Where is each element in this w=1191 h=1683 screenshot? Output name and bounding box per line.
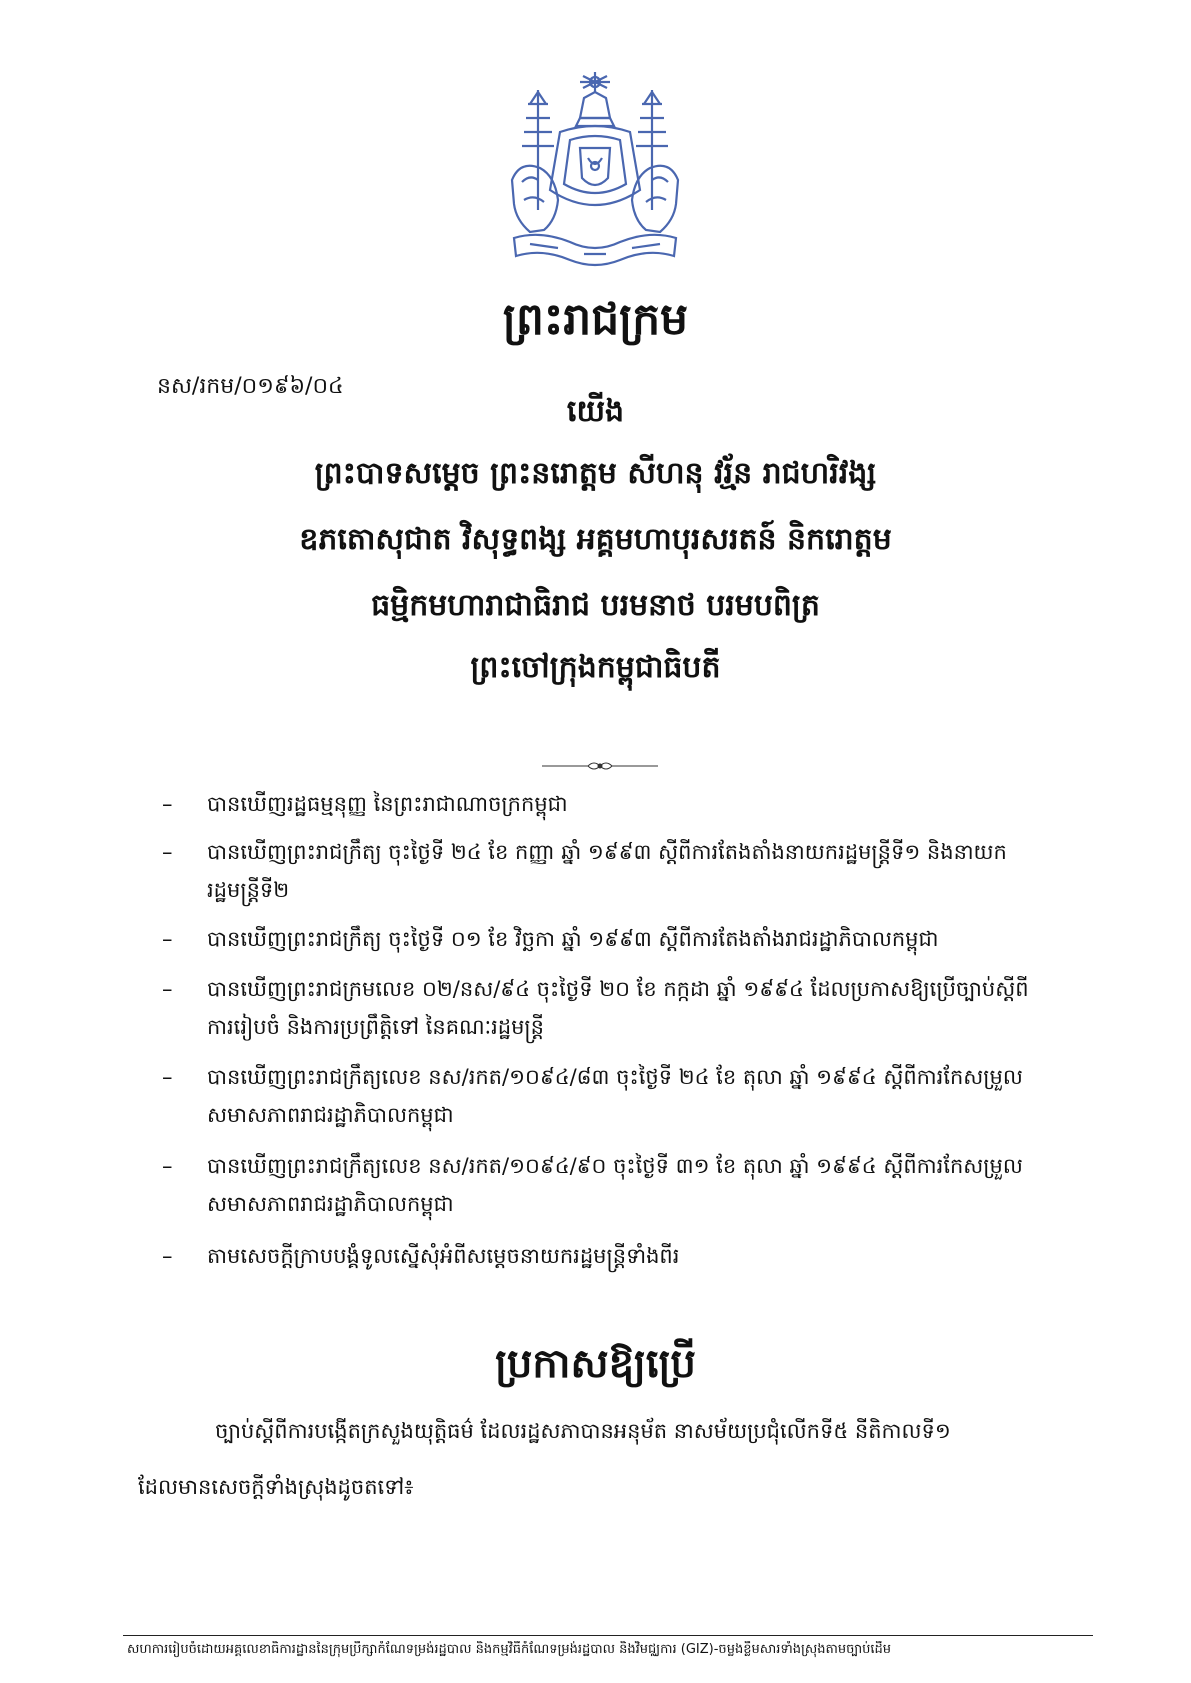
clause-text: បានឃើញព្រះរាជក្រឹត្យលេខ នស/រកត/១០៩៤/៨៣ ចុះថ្ងៃទី ២៤ ខែ តុលា ឆ្នាំ ១៩៩៤ ស្តីពីការកែសម្រួល — [207, 1065, 1023, 1089]
clause-dash: – — [162, 977, 173, 1001]
clause-text-continued: សមាសភាពរាជរដ្ឋាភិបាលកម្ពុជា — [207, 1192, 454, 1216]
clause-text-continued: សមាសភាពរាជរដ្ឋាភិបាលកម្ពុជា — [207, 1103, 454, 1127]
clause-dash: – — [162, 1244, 173, 1268]
clause-text-continued: រដ្ឋមន្រ្តីទី២ — [207, 878, 290, 902]
promulgation-text: ច្បាប់ស្តីពីការបង្កើតក្រសួងយុត្តិធម៌ ដែលរដ្ឋសភាបានអនុម័ត នាសម័យប្រជុំលើកទី៥ នីតិកាលទី១ — [215, 1419, 951, 1443]
reference-number: នស/រកម/០១៩៦/០៤ — [157, 374, 344, 399]
clause-item — [162, 1058, 1062, 1134]
footer-divider — [123, 1635, 1093, 1636]
clause-item — [162, 970, 1062, 1046]
clause-item — [162, 785, 1062, 823]
clause-text: បានឃើញព្រះរាជក្រឹត្យ ចុះថ្ងៃទី ០១ ខែ វិច្ឆកា ឆ្នាំ ១៩៩៣ ស្តីពីការតែងតាំងរាជរដ្ឋាភិបាលកម្ពុជា — [207, 927, 939, 951]
clause-text: បានឃើញព្រះរាជក្រឹត្យលេខ នស/រកត/១០៩៤/៩០ ចុះថ្ងៃទី ៣១ ខែ តុលា ឆ្នាំ ១៩៩៤ ស្តីពីការកែសម្រួល — [207, 1154, 1023, 1178]
clause-text: បានឃើញព្រះរាជក្រឹត្យ ចុះថ្ងៃទី ២៤ ខែ កញ្ញា ឆ្នាំ ១៩៩៣ ស្តីពីការតែងតាំងនាយករដ្ឋមន្រ្តីទី១ និងនាយក — [207, 840, 1007, 864]
clause-item — [162, 920, 1062, 958]
clause-text: បានឃើញរដ្ឋធម្មនុញ្ញ នៃព្រះរាជាណាចក្រកម្ពុជា — [207, 792, 568, 816]
clause-text: តាមសេចក្តីក្រាបបង្គំទូលស្នើសុំអំពីសម្តេចនាយករដ្ឋមន្រ្តីទាំងពីរ — [207, 1244, 680, 1268]
clause-item — [162, 833, 1062, 909]
royal-heading-king-name: ព្រះបាទសម្តេច ព្រះនរោត្តម សីហនុ វរ្ម័ន រាជហរិវង្ស — [314, 456, 877, 491]
clause-dash: – — [162, 927, 173, 951]
clause-dash: – — [162, 840, 173, 864]
footer-note: សហការរៀបចំដោយអគ្គលេខាធិការដ្ឋាននៃក្រុមប្រឹក្សាកំណែទម្រង់រដ្ឋបាល និងកម្មវិធីកំណែទម្រង់រដ្ឋបាល និងវិមជ្ឈការ (GIZ)-ចម្លងខ្លឹមសារទាំងស្រុងតាមច្បាប់ដើម — [127, 1642, 892, 1657]
document-title: ព្រះរាជក្រម — [502, 294, 689, 345]
clause-dash: – — [162, 792, 173, 816]
promulgation-text-continued: ដែលមានសេចក្តីទាំងស្រុងដូចតទៅ៖ — [138, 1475, 414, 1499]
royal-heading-lineage: ឧភតោសុជាត វិសុទ្ធពង្ស អគ្គមហាបុរសរតន៍ និករោត្តម — [299, 522, 892, 557]
promulgation-title: ប្រកាសឱ្យប្រើ — [495, 1341, 696, 1387]
clause-text-continued: ការរៀបចំ និងការប្រព្រឹត្តិទៅ នៃគណៈរដ្ឋមន្រ្តី — [207, 1015, 545, 1039]
ornament-divider-icon — [540, 759, 660, 773]
royal-heading-we: យើង — [566, 394, 625, 429]
royal-heading-sovereign: ព្រះចៅក្រុងកម្ពុជាធិបតី — [470, 650, 721, 685]
clause-dash: – — [162, 1154, 173, 1178]
clause-item — [162, 1147, 1062, 1223]
clause-dash: – — [162, 1065, 173, 1089]
clause-text: បានឃើញព្រះរាជក្រមលេខ ០២/នស/៩៤ ចុះថ្ងៃទី ២០ ខែ កក្កដា ឆ្នាំ ១៩៩៤ ដែលប្រកាសឱ្យប្រើច្បាប់ស្តីពី — [207, 977, 1029, 1001]
clause-item — [162, 1237, 1062, 1275]
royal-heading-title: ធម្មិកមហារាជាធិរាជ បរមនាថ បរមបពិត្រ — [371, 588, 820, 623]
royal-coat-of-arms-icon — [500, 70, 690, 270]
